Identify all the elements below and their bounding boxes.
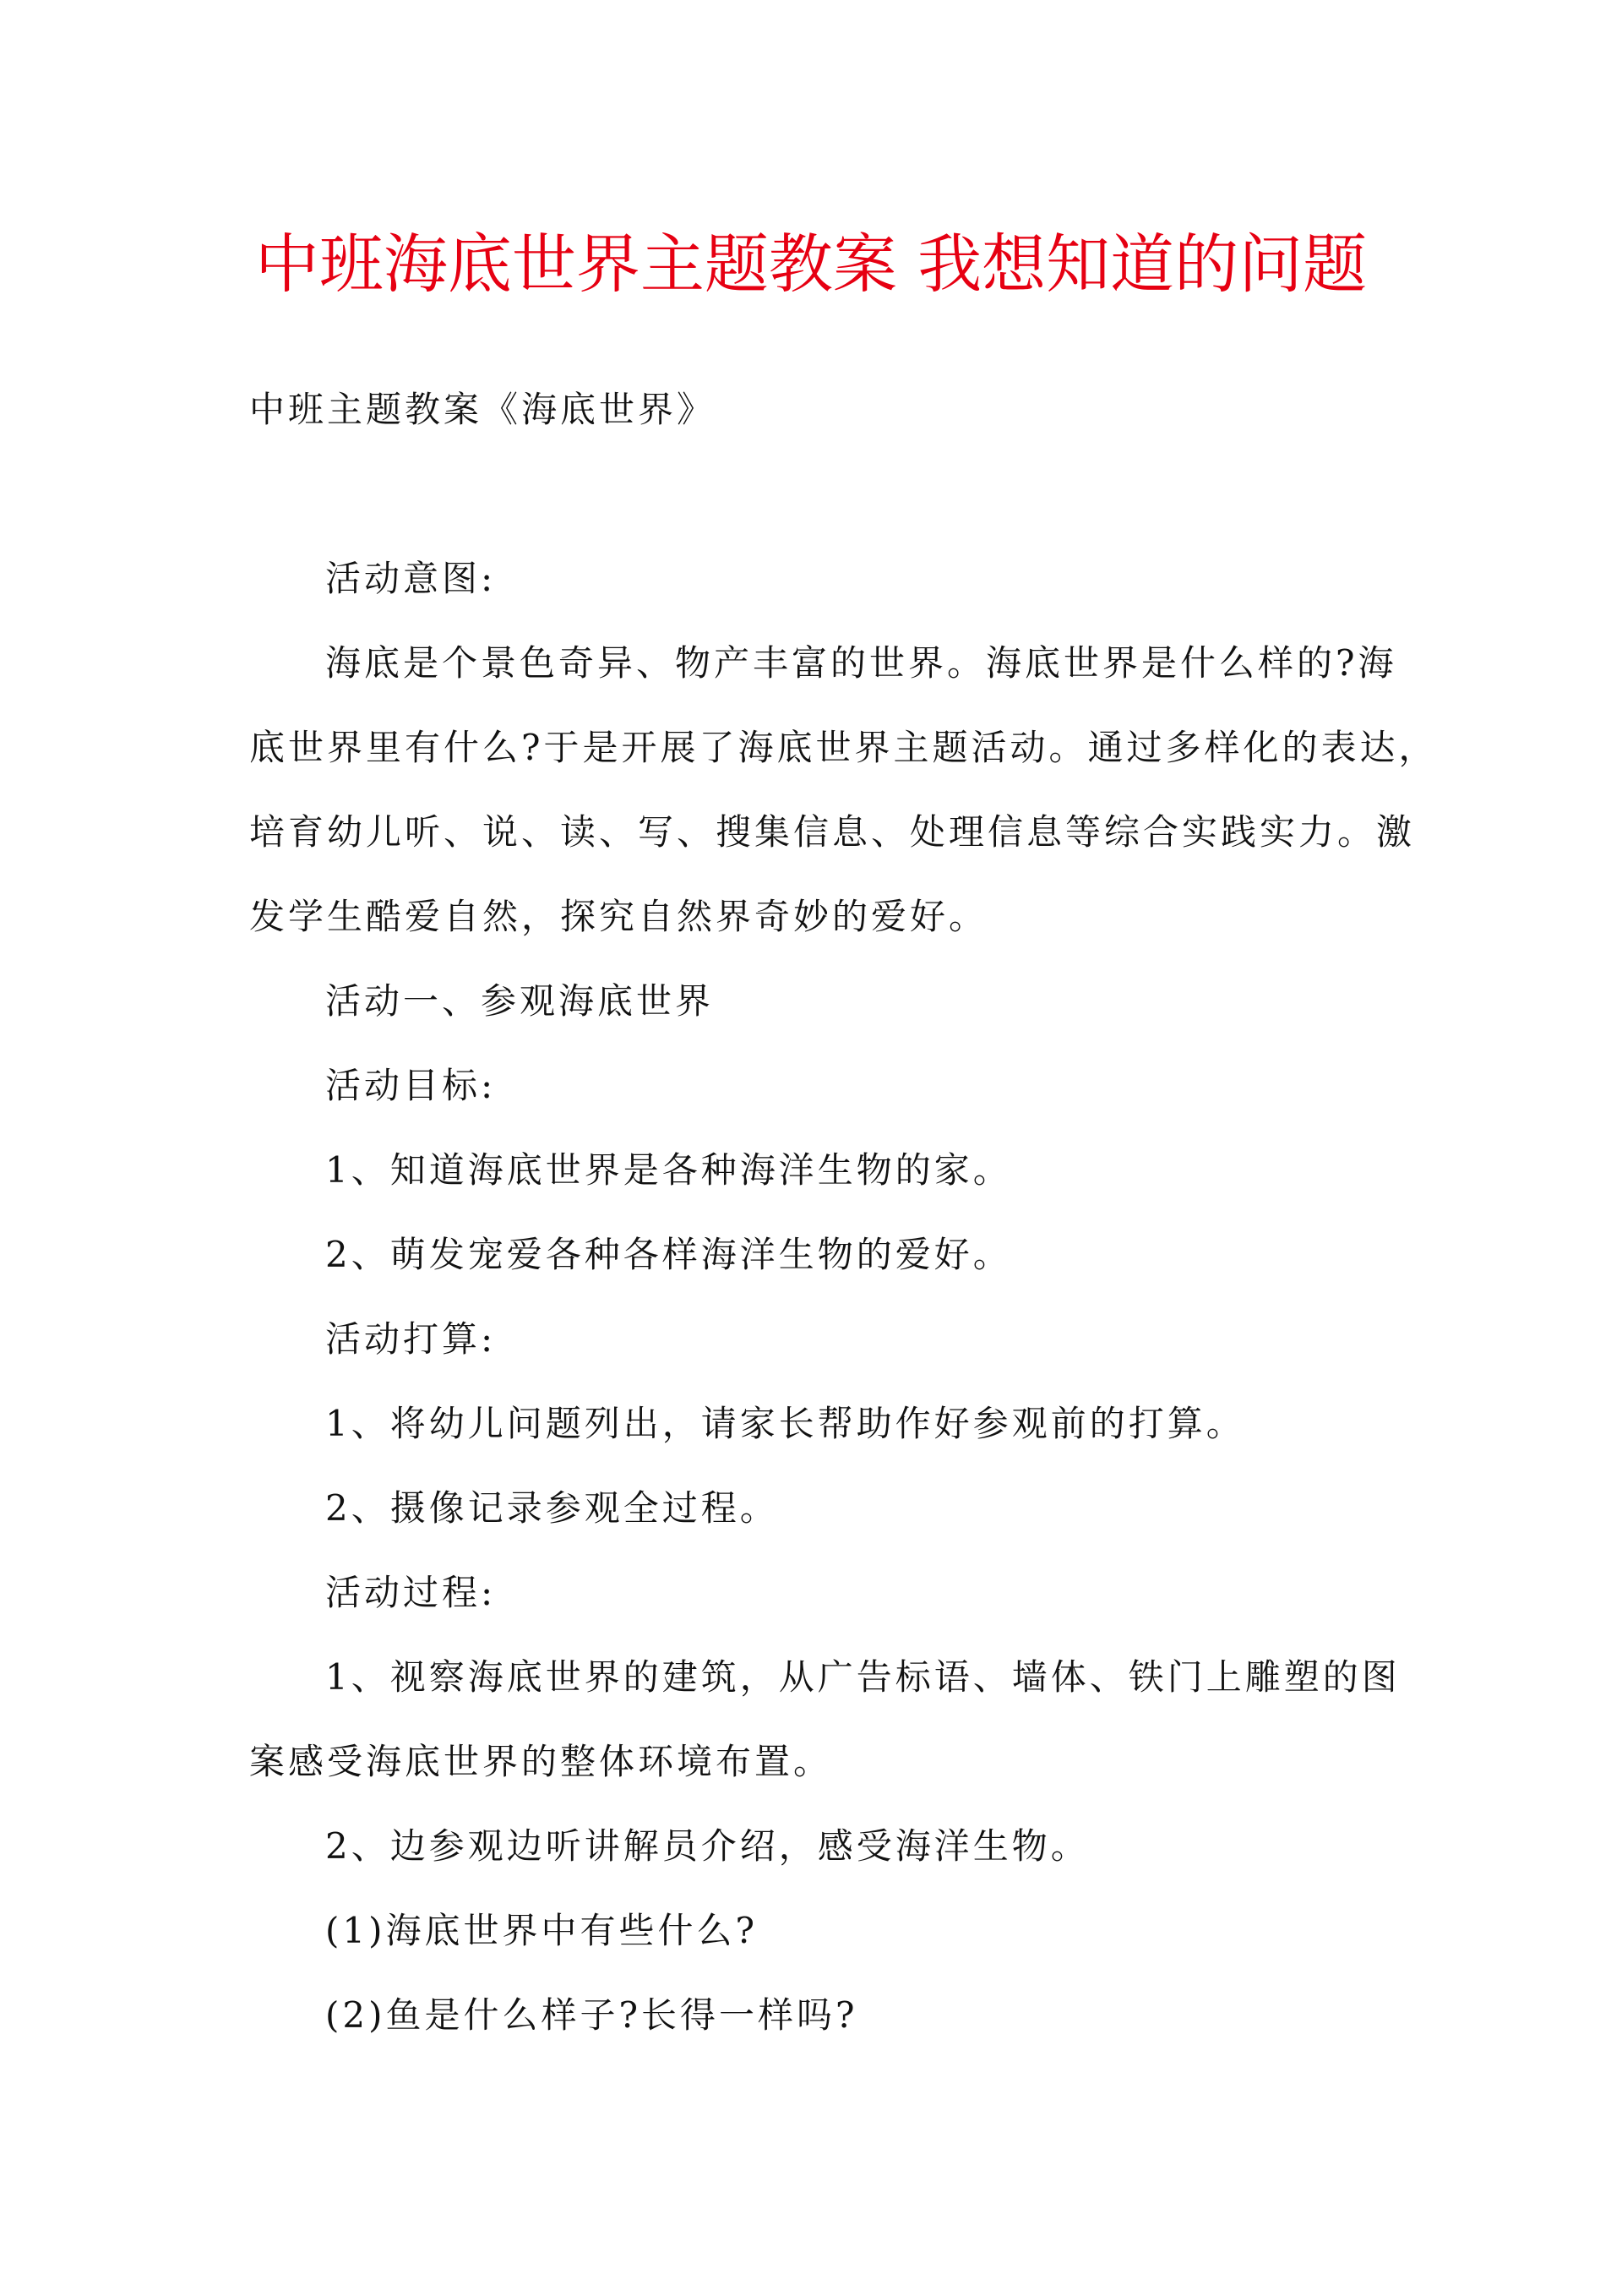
list-item: 1、知道海底世界是各种海洋生物的家。 (325, 1149, 1012, 1191)
section-heading-goals: 活动目标: (325, 1065, 497, 1106)
paragraph-line: 海底是个景色奇异、物产丰富的世界。海底世界是什么样的?海 (325, 642, 1397, 684)
document-subtitle: 中班主题教案《海底世界》 (249, 389, 716, 430)
paragraph-line: 底世界里有什么?于是开展了海底世界主题活动。通过多样化的表达， (249, 727, 1438, 768)
list-item: 2、边参观边听讲解员介绍，感受海洋生物。 (325, 1825, 1090, 1867)
paragraph-line: 发学生酷爱自然，探究自然界奇妙的爱好。 (249, 896, 988, 937)
list-item-continuation: 案感受海底世界的整体环境布置。 (249, 1741, 833, 1782)
list-item: 2、萌发宠爱各种各样海洋生物的爱好。 (325, 1234, 1012, 1275)
sub-list-item: (1)海底世界中有些什么? (325, 1910, 759, 1951)
section-heading-process: 活动过程: (325, 1572, 497, 1613)
section-heading-intent: 活动意图: (325, 558, 497, 599)
list-item: 1、将幼儿问题列出，请家长帮助作好参观前的打算。 (325, 1403, 1245, 1444)
section-heading-activity-one: 活动一、参观海底世界 (325, 980, 715, 1022)
document-title: 中班海底世界主题教案 我想知道的问题 (254, 226, 1368, 302)
sub-list-item: (2)鱼是什么样子?长得一样吗? (325, 1994, 858, 2036)
section-heading-preparation: 活动打算: (325, 1318, 497, 1360)
list-item: 2、摄像记录参观全过程。 (325, 1487, 779, 1529)
paragraph-line: 培育幼儿听、说、读、写、搜集信息、处理信息等综合实践实力。激 (249, 811, 1416, 853)
list-item: 1、视察海底世界的建筑，从广告标语、墙体、铁门上雕塑的图 (325, 1656, 1401, 1698)
